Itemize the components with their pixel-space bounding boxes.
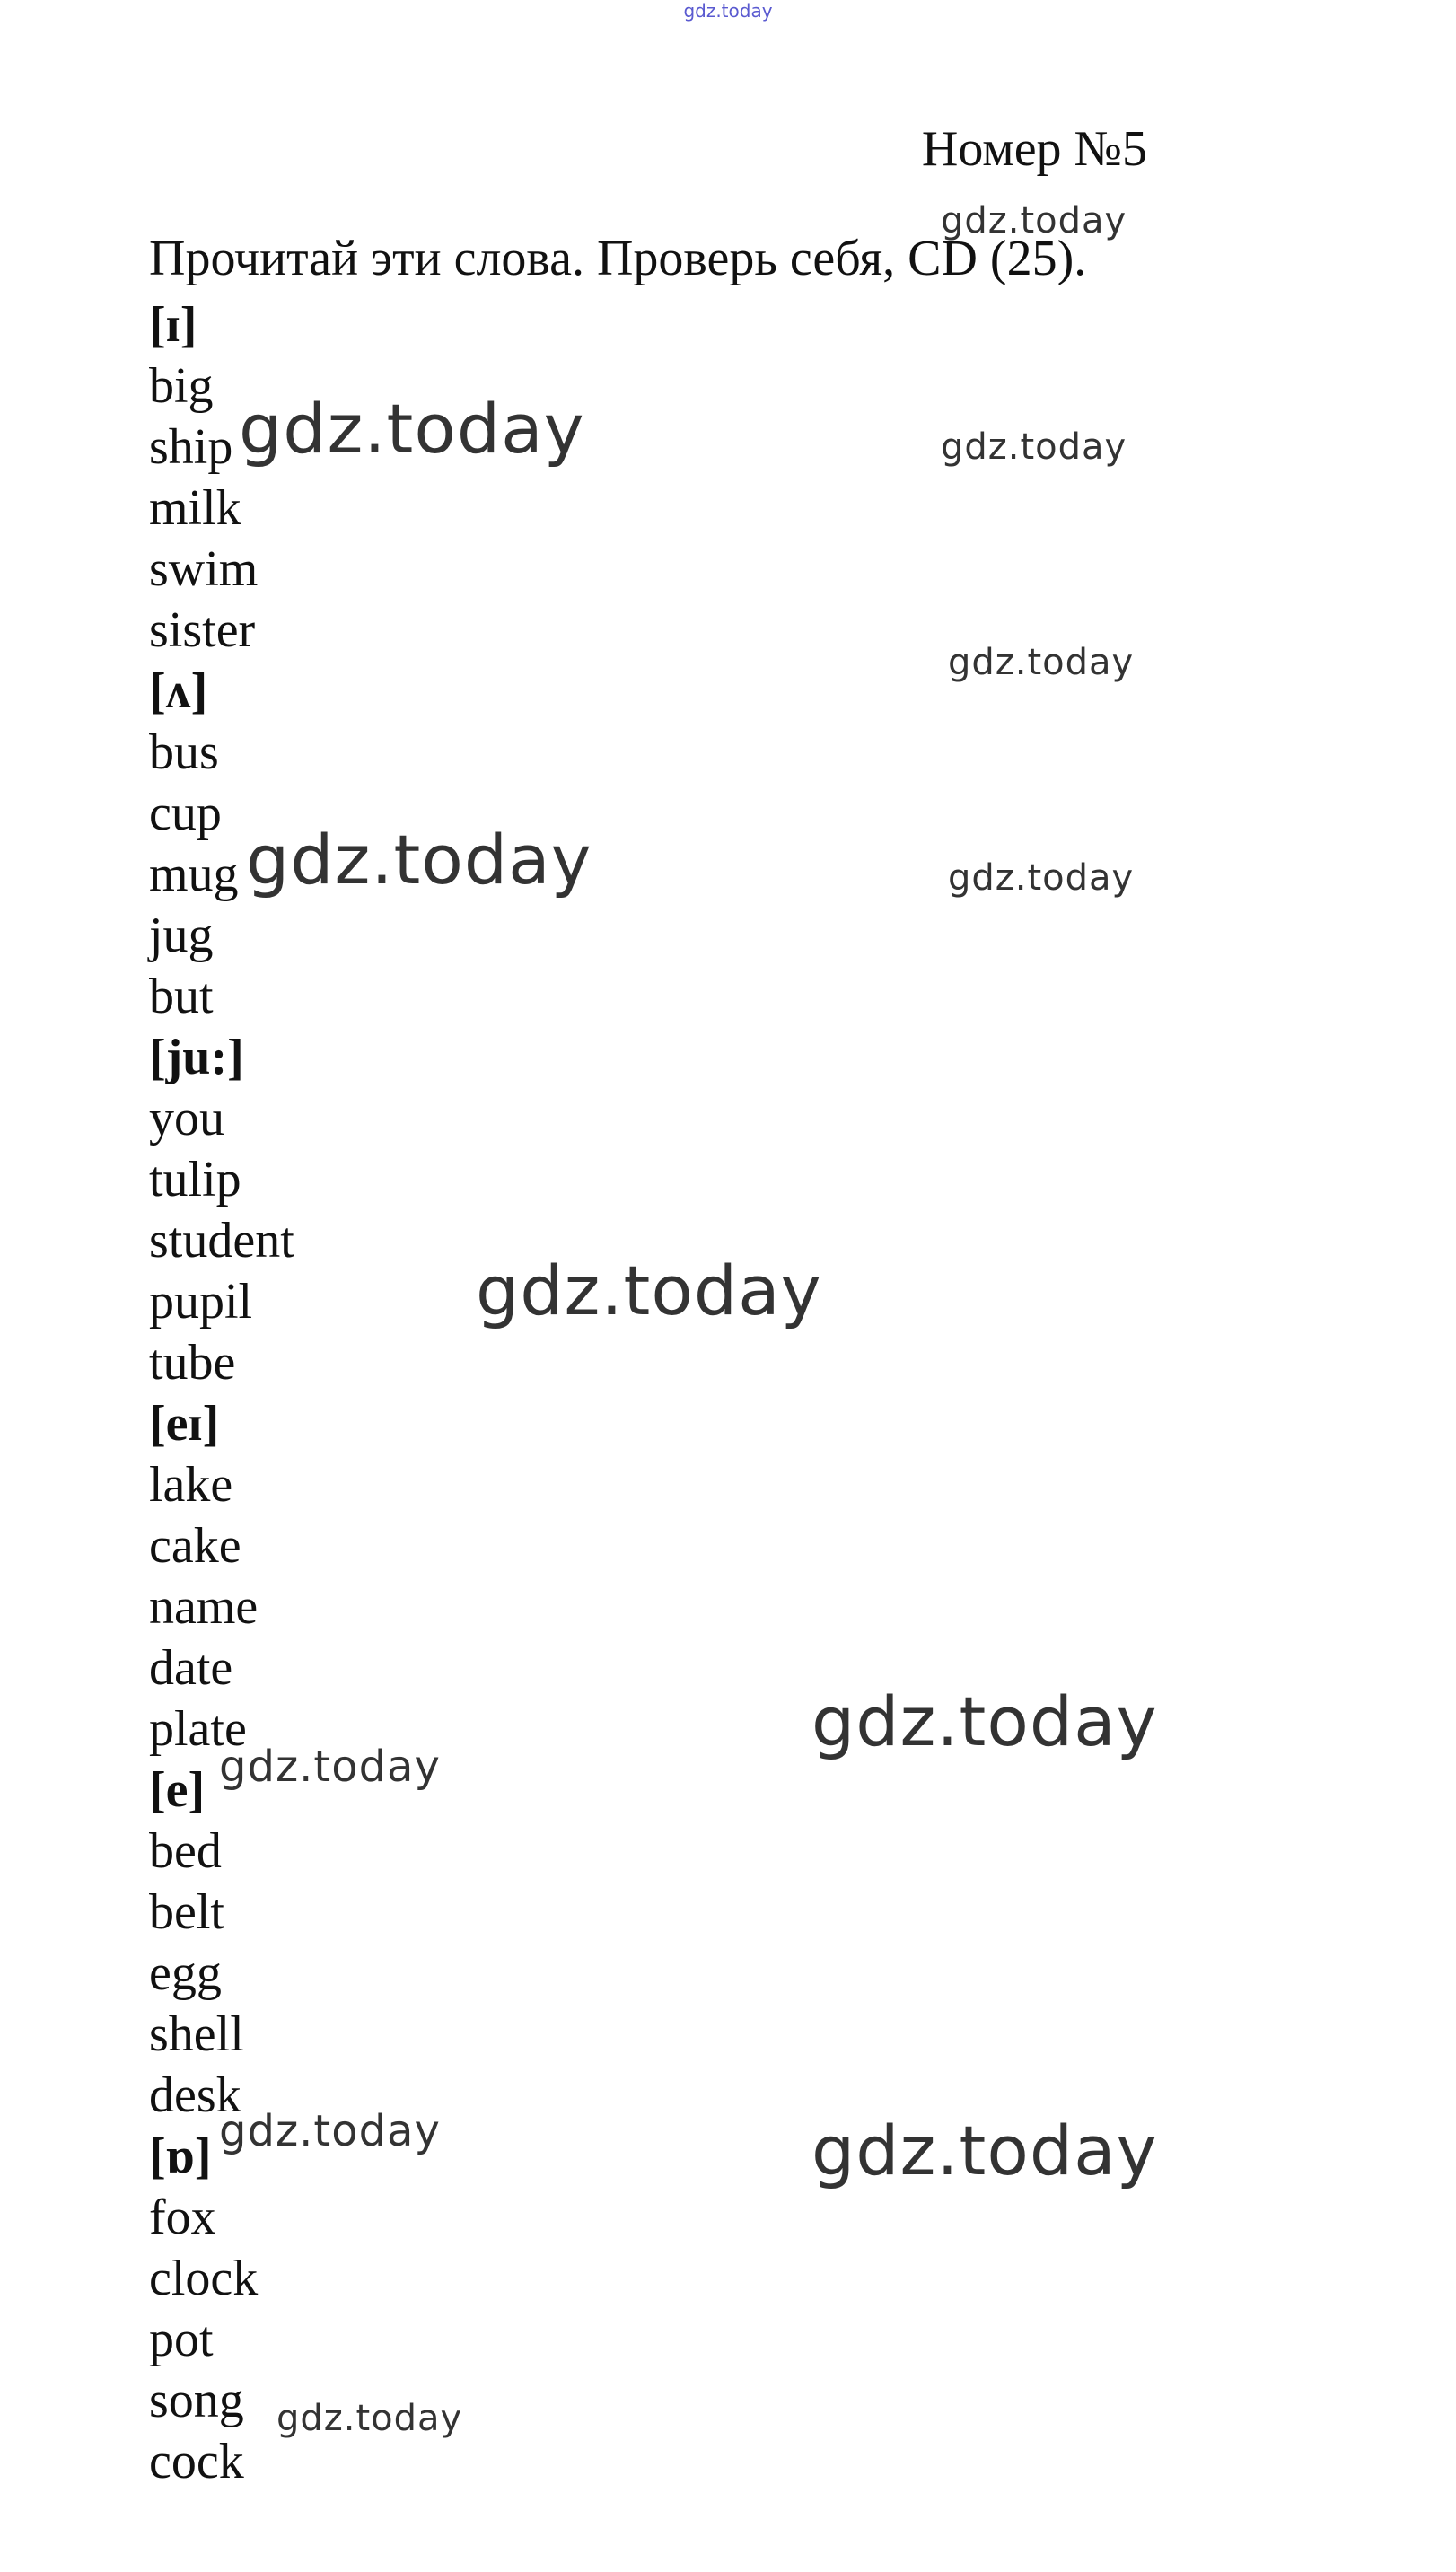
word-item: tube	[149, 1335, 236, 1391]
word-list	[149, 294, 688, 2492]
word-item: bed	[149, 1823, 222, 1879]
exercise-title: Номер №5	[921, 121, 1147, 177]
watermark: gdz.today	[948, 857, 1135, 899]
word-item: mug	[149, 847, 239, 902]
word-item: belt	[149, 1884, 224, 1940]
word-item: student	[149, 1213, 294, 1268]
word-item: cake	[149, 1518, 241, 1574]
phonetic-heading: [ɪ]	[149, 297, 197, 353]
watermark: gdz.today	[941, 426, 1127, 468]
word-item: cup	[149, 786, 222, 841]
phonetic-heading: [ɒ]	[149, 2129, 212, 2184]
word-item: bus	[149, 724, 219, 780]
word-item: song	[149, 2373, 244, 2428]
word-item: plate	[149, 1701, 247, 1757]
phonetic-heading: [eɪ]	[149, 1396, 220, 1452]
word-item: big	[149, 358, 214, 414]
word-item: swim	[149, 541, 259, 597]
word-item: egg	[149, 1945, 222, 2001]
word-item: tulip	[149, 1152, 241, 1207]
watermark: gdz.today	[811, 2111, 1158, 2190]
site-watermark-top: gdz.today	[683, 0, 773, 22]
word-item: cock	[149, 2434, 244, 2489]
watermark: gdz.today	[246, 820, 592, 900]
word-item: desk	[149, 2067, 241, 2123]
watermark: gdz.today	[219, 1742, 441, 1792]
word-item: shell	[149, 2006, 244, 2062]
word-item: lake	[149, 1457, 233, 1513]
phonetic-heading: [ʌ]	[149, 663, 208, 719]
phonetic-heading: [ju:]	[149, 1030, 244, 1085]
watermark: gdz.today	[276, 2398, 463, 2439]
word-item: but	[149, 969, 214, 1024]
word-item: ship	[149, 419, 233, 475]
word-item: clock	[149, 2251, 259, 2306]
watermark: gdz.today	[219, 2106, 441, 2156]
word-item: fox	[149, 2190, 216, 2245]
word-item: milk	[149, 480, 241, 536]
word-item: you	[149, 1091, 224, 1146]
watermark: gdz.today	[476, 1251, 822, 1330]
watermark: gdz.today	[948, 642, 1135, 683]
word-item: pot	[149, 2312, 214, 2367]
word-item: name	[149, 1579, 259, 1635]
phonetic-heading: [e]	[149, 1762, 206, 1818]
word-item: sister	[149, 602, 256, 658]
exercise-instruction: Прочитай эти слова. Проверь себя, CD (25).	[149, 231, 1087, 286]
watermark: gdz.today	[239, 389, 585, 469]
word-item: jug	[149, 908, 214, 963]
watermark: gdz.today	[941, 200, 1127, 241]
watermark: gdz.today	[811, 1681, 1158, 1761]
word-item: date	[149, 1640, 233, 1696]
word-item: pupil	[149, 1274, 253, 1330]
